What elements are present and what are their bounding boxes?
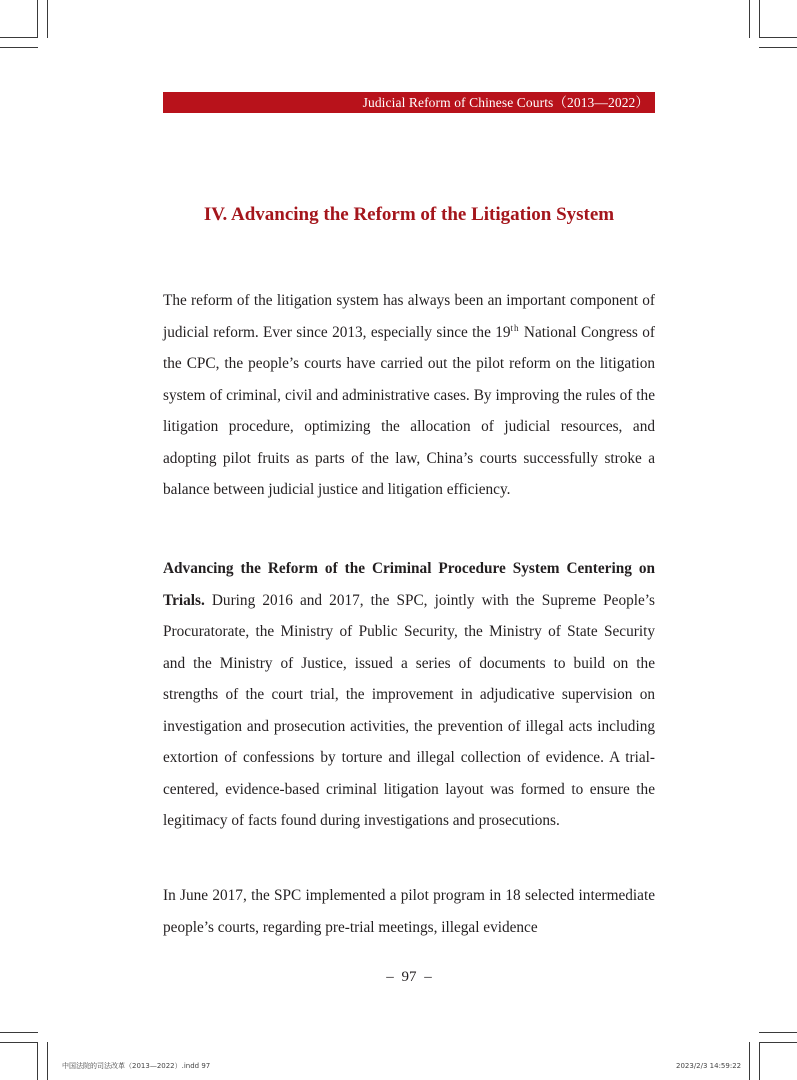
crop-mark <box>759 1032 797 1033</box>
crop-mark <box>759 1042 760 1080</box>
crop-mark <box>0 37 38 38</box>
page-number: – 97 – <box>386 969 432 985</box>
crop-mark <box>37 1042 38 1080</box>
print-slug-timestamp: 2023/2/3 14:59:22 <box>676 1062 742 1070</box>
running-header-title: Judicial Reform of Chinese Courts（2013—2022） <box>362 95 649 110</box>
crop-mark <box>0 47 38 48</box>
paragraph-intro-text-1: The reform of the litigation system has always been an important component of judicial reform. Ever since 2013, especially since the 19 <box>163 292 655 341</box>
paragraph-pilot-program <box>163 880 655 943</box>
crop-mark <box>0 1042 38 1043</box>
crop-mark <box>759 37 797 38</box>
crop-mark <box>47 1042 48 1080</box>
crop-mark <box>759 47 797 48</box>
paragraph-intro-text-2: National Congress of the CPC, the people’s courts have carried out the pilot reform on the litigation system of criminal, civil and administrative cases. By improving the rules of the litigation procedure, optimizing the allocation of judicial resources, and adopting pilot fruits as parts of the law, China’s courts successfully stroke a balance between judicial justice and litigation efficiency. <box>163 323 655 498</box>
crop-mark <box>759 0 760 38</box>
crop-mark <box>0 1032 38 1033</box>
paragraph-criminal-procedure <box>163 553 655 837</box>
crop-mark <box>759 1042 797 1043</box>
print-slug-filename: 中国法院的司法改革（2013—2022）.indd 97 <box>62 1062 211 1070</box>
crop-mark <box>749 0 750 38</box>
paragraph-lead-heading: Advancing the Reform of the Criminal Procedure System Centering on Trials. <box>163 560 655 609</box>
paragraph-criminal-procedure-text: During 2016 and 2017, the SPC, jointly with the Supreme People’s Procuratorate, the Ministry of Public Security, the Ministry of State Security and the Ministry of Justice, issued a series of documents to build on the strengths of the court trial, the improvement in adjudicative supervision on investigation and prosecution activities, the prevention of illegal acts including extortion of confessions by torture and illegal collection of evidence. A trial-centered, evidence-based criminal litigation layout was formed to ensure the legitimacy of facts found during investigations and prosecutions. <box>163 591 655 829</box>
crop-mark <box>37 0 38 38</box>
paragraph-pilot-program-text: In June 2017, the SPC implemented a pilot program in 18 selected intermediate people’s courts, regarding pre-trial meetings, illegal evidence <box>163 887 655 936</box>
crop-mark <box>47 0 48 38</box>
running-header <box>163 92 655 113</box>
paragraph-intro <box>163 285 655 506</box>
section-title: IV. Advancing the Reform of the Litigation System <box>203 204 615 225</box>
ordinal-superscript: th <box>510 322 520 333</box>
crop-mark <box>749 1042 750 1080</box>
